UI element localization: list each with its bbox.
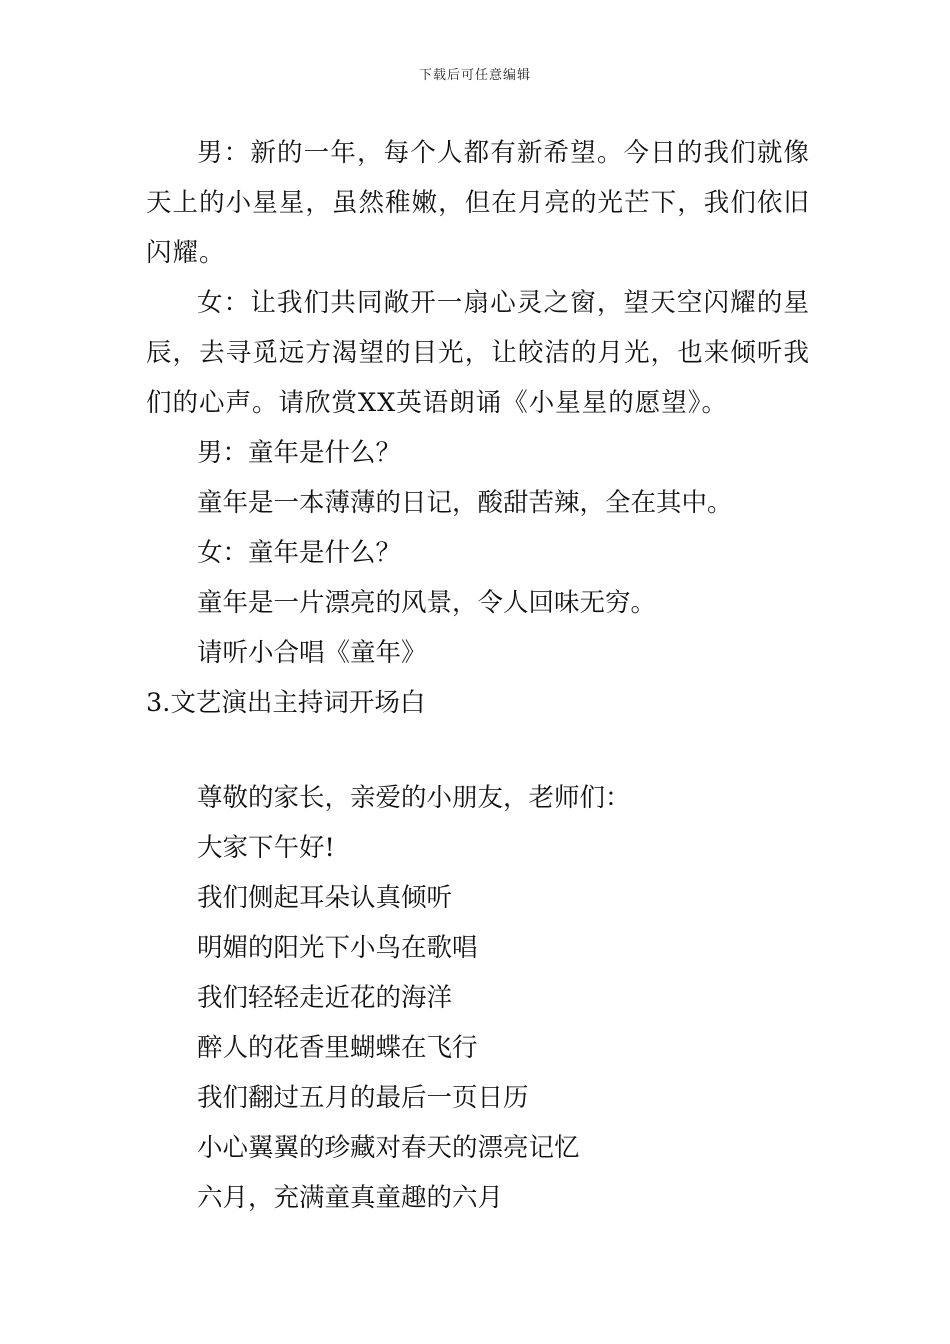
speech-line: 尊敬的家长，亲爱的小朋友，老师们： [197, 783, 631, 813]
line-childhood-diary: 童年是一本薄薄的日记，酸甜苦辣，全在其中。 [197, 488, 733, 518]
paragraph-female-window: 女：让我们共同敞开一扇心灵之窗，望天空闪耀的星辰，去寻觅远方渴望的目光，让皎洁的月光，也来倾听我们的心声。请欣赏XX英语朗诵《小星星的愿望》。 [146, 288, 810, 418]
paragraph-male-new-year: 男：新的一年，每个人都有新希望。今日的我们就像天上的小星星，虽然稚嫩，但在月亮的光芒下，我们依旧闪耀。 [146, 138, 810, 268]
speech-line: 明媚的阳光下小鸟在歌唱 [197, 933, 478, 963]
page-header: 下载后可任意编辑 [418, 68, 531, 83]
speech-line: 醉人的花香里蝴蝶在飞行 [197, 1033, 478, 1063]
line-childhood-scenery: 童年是一片漂亮的风景，令人回味无穷。 [197, 588, 657, 618]
line-female-question: 女：童年是什么？ [197, 538, 402, 568]
speech-line: 小心翼翼的珍藏对春天的漂亮记忆 [197, 1133, 580, 1163]
speech-line: 我们侧起耳朵认真倾听 [197, 883, 453, 913]
speech-line: 我们翻过五月的最后一页日历 [197, 1083, 529, 1113]
line-male-question: 男：童年是什么？ [197, 438, 402, 468]
document-body [146, 128, 810, 1223]
line-chorus-intro: 请听小合唱《童年》 [197, 638, 427, 668]
speech-line: 六月，充满童真童趣的六月 [197, 1183, 504, 1213]
speech-line: 大家下午好! [197, 833, 335, 863]
blank-spacer [146, 728, 810, 773]
speech-line: 我们轻轻走近花的海洋 [197, 983, 453, 1013]
section-title: 3.文艺演出主持词开场白 [146, 688, 426, 718]
